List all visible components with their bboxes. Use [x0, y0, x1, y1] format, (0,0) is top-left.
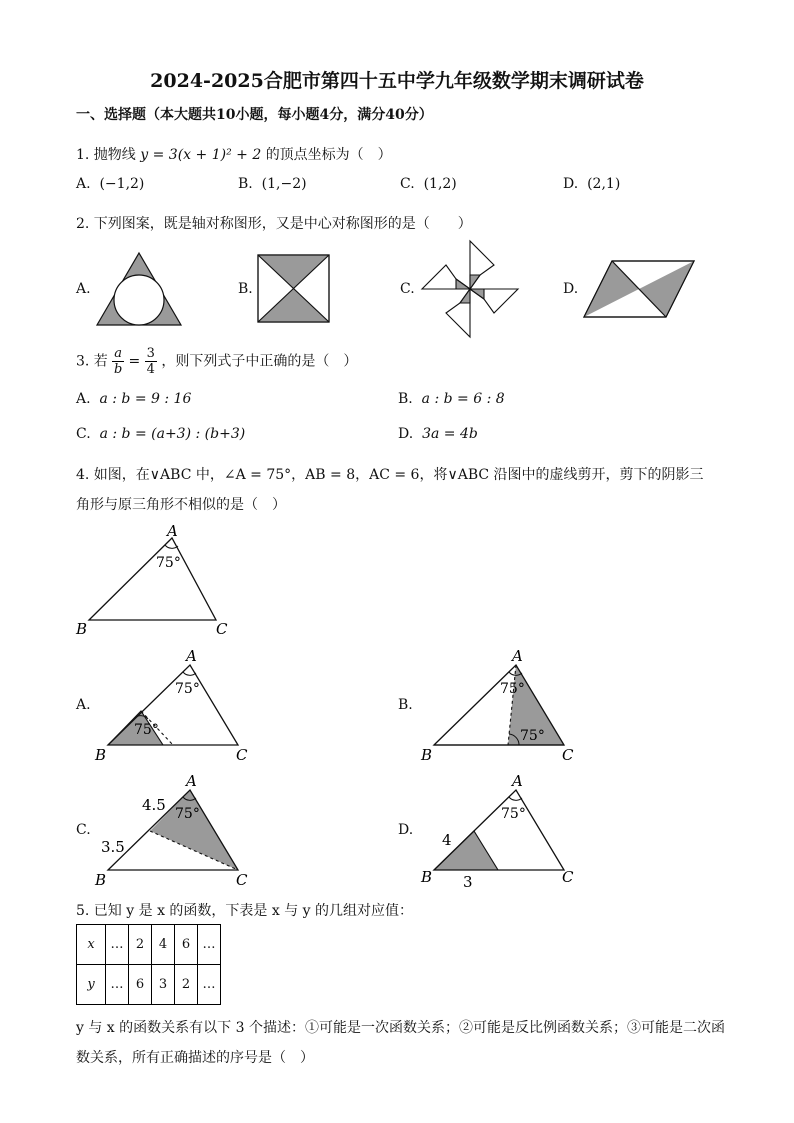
vertex-c: C — [216, 620, 228, 638]
vertex-a: A — [186, 772, 197, 790]
section-heading: 一、选择题（本大题共10小题，每小题4分，满分40分） — [76, 107, 433, 123]
q2-stem: 2. 下列图案，既是轴对称图形，又是中心对称图形的是（ ） — [76, 216, 472, 232]
vertex-b: B — [421, 868, 433, 886]
vertex-c: C — [562, 746, 574, 764]
angle-label: 75° — [501, 806, 526, 822]
table-cell: 6 — [175, 925, 198, 965]
q2-figure-a[interactable] — [95, 253, 185, 328]
angle-label: 75° — [156, 555, 181, 571]
q1-formula: y = 3(x + 1)² + 2 — [140, 147, 262, 163]
option-label: A. — [76, 176, 91, 192]
option-text: a : b = (a+3) : (b+3) — [99, 426, 246, 442]
table-cell: x — [77, 925, 106, 965]
table-cell: 3 — [152, 965, 175, 1005]
q5-description-line1: y 与 x 的函数关系有以下 3 个描述：①可能是一次函数关系；②可能是反比例函数关系；③可能是二次函 — [76, 1020, 725, 1036]
vertex-a: A — [512, 772, 523, 790]
q4-option-c-figure[interactable] — [92, 770, 262, 890]
q3-suffix: ，则下列式子中正确的是（ ） — [161, 353, 358, 370]
q1-option-c[interactable] — [400, 176, 457, 192]
vertex-b: B — [95, 746, 107, 764]
table-cell: 2 — [175, 965, 198, 1005]
q3-option-a[interactable] — [76, 391, 191, 407]
q4-option-b-figure[interactable] — [418, 645, 588, 765]
q1-suffix: 的顶点坐标为（ ） — [265, 147, 392, 163]
table-cell: 4 — [152, 925, 175, 965]
option-label: B. — [398, 391, 413, 407]
length-label: 4 — [442, 831, 452, 849]
table-cell: … — [106, 925, 129, 965]
q3-option-d[interactable] — [398, 426, 478, 442]
table-row — [77, 965, 221, 1005]
q3-fraction-ab — [112, 346, 124, 377]
table-cell: … — [198, 965, 221, 1005]
q3-option-c[interactable] — [76, 426, 245, 442]
option-text: (2,1) — [587, 176, 621, 192]
q2-label-d: D. — [563, 281, 579, 297]
q1-option-d[interactable] — [563, 176, 620, 192]
q2-label-c: C. — [400, 281, 415, 297]
q2-label-a: A. — [76, 281, 91, 297]
q3-prefix: 3. 若 — [76, 353, 108, 370]
q4-label-d: D. — [398, 822, 414, 838]
q2-label-b: B. — [238, 281, 253, 297]
vertex-a: A — [167, 522, 178, 540]
q4-stem-line2: 角形与原三角形不相似的是（ ） — [76, 497, 286, 513]
equals-sign: = — [128, 353, 141, 370]
q1-prefix: 1. 抛物线 — [76, 147, 136, 163]
q1-option-b[interactable] — [238, 176, 307, 192]
q4-original-triangle — [74, 520, 244, 640]
q5-description-line2: 数关系，所有正确描述的序号是（ ） — [76, 1050, 314, 1066]
q5-value-table — [76, 924, 221, 1005]
q5-stem: 5. 已知 y 是 x 的函数，下表是 x 与 y 的几组对应值： — [76, 903, 414, 919]
q4-stem-line1: 4. 如图，在∨ABC 中，∠A = 75°，AB = 8，AC = 6，将∨ABC 沿图中的虚线剪开，剪下的阴影三 — [76, 467, 704, 483]
option-label: D. — [563, 176, 579, 192]
angle-label: 75° — [520, 728, 545, 744]
numerator: 3 — [146, 346, 155, 361]
length-label: 3.5 — [101, 838, 125, 856]
option-label: D. — [398, 426, 414, 442]
angle-label: 75° — [175, 681, 200, 697]
option-label: A. — [76, 391, 91, 407]
denominator: 4 — [146, 362, 155, 377]
angle-label: 75° — [500, 681, 525, 697]
vertex-a: A — [186, 647, 197, 665]
option-text: 3a = 4b — [422, 426, 478, 442]
table-cell: … — [198, 925, 221, 965]
option-text: a : b = 6 : 8 — [421, 391, 505, 407]
table-cell: 2 — [129, 925, 152, 965]
angle-label: 75° — [134, 722, 159, 738]
q1-option-a[interactable] — [76, 176, 144, 192]
option-label: C. — [400, 176, 415, 192]
q1-stem — [76, 144, 392, 164]
q4-option-a-figure[interactable] — [92, 645, 262, 765]
angle-label: 75° — [175, 806, 200, 822]
option-text: a : b = 9 : 16 — [99, 391, 192, 407]
q3-stem — [76, 346, 357, 377]
numerator: a — [114, 346, 123, 361]
q4-label-a: A. — [76, 697, 91, 713]
option-text: (1,2) — [423, 176, 457, 192]
table-row — [77, 925, 221, 965]
denominator: b — [113, 362, 123, 377]
q4-label-c: C. — [76, 822, 91, 838]
table-cell: 6 — [129, 965, 152, 1005]
q4-option-d-figure[interactable] — [418, 770, 588, 890]
table-cell: y — [77, 965, 106, 1005]
q2-figure-d[interactable] — [582, 259, 698, 321]
q3-option-b[interactable] — [398, 391, 505, 407]
vertex-a: A — [512, 647, 523, 665]
length-label: 3 — [463, 873, 473, 891]
vertex-b: B — [95, 871, 107, 889]
q2-figure-c[interactable] — [418, 239, 522, 339]
page-title: 2024-2025合肥市第四十五中学九年级数学期末调研试卷 — [150, 70, 644, 92]
q4-label-b: B. — [398, 697, 413, 713]
table-cell: … — [106, 965, 129, 1005]
vertex-b: B — [421, 746, 433, 764]
vertex-c: C — [236, 871, 248, 889]
vertex-b: B — [76, 620, 88, 638]
vertex-c: C — [562, 868, 574, 886]
q3-fraction-34 — [145, 346, 157, 377]
length-label: 4.5 — [142, 796, 166, 814]
option-text: (−1,2) — [99, 176, 145, 192]
option-text: (1,−2) — [261, 176, 307, 192]
option-label: B. — [238, 176, 253, 192]
option-label: C. — [76, 426, 91, 442]
q2-figure-b[interactable] — [257, 254, 332, 324]
vertex-c: C — [236, 746, 248, 764]
